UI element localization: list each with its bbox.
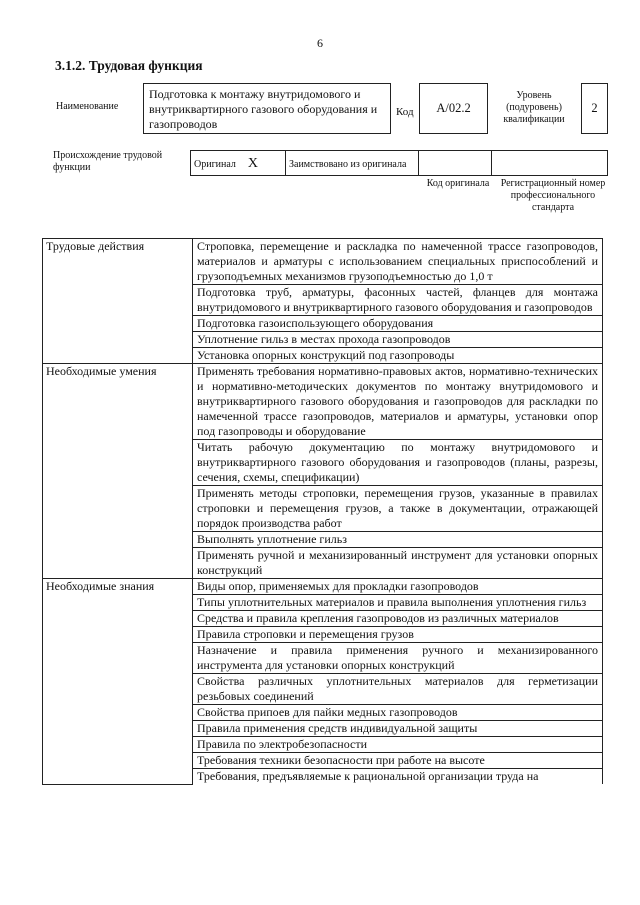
- section-item: Требования, предъявляемые к рациональной организации труда на: [193, 769, 603, 785]
- origin-reg-cell: [492, 151, 608, 176]
- origin-original-cell: [191, 151, 286, 176]
- section-item: Читать рабочую документацию по монтажу внутридомового и внутриквартирного газового оборудования и газопроводов (планы, разрезы, сечения, схемы, спецификации): [193, 440, 603, 486]
- function-name-box: Подготовка к монтажу внутридомового и внутриквартирного газового оборудования и газопроводов: [143, 83, 391, 134]
- section-item: Установка опорных конструкций под газопроводы: [193, 348, 603, 364]
- section-item: Применять ручной и механизированный инструмент для установки опорных конструкций: [193, 548, 603, 579]
- original-mark: X: [247, 156, 259, 171]
- section-item: Подготовка труб, арматуры, фасонных частей, фланцев для монтажа внутридомового и внутриквартирного газового оборудования и газопроводов: [193, 285, 603, 316]
- section-item: Средства и правила крепления газопроводов из различных материалов: [193, 611, 603, 627]
- section-item: Уплотнение гильз в местах прохода газопроводов: [193, 332, 603, 348]
- section-item: Требования техники безопасности при работе на высоте: [193, 753, 603, 769]
- origin-label: Происхождение трудовой функции: [53, 150, 163, 173]
- section-item: Правила по электробезопасности: [193, 737, 603, 753]
- section-title-cell: Трудовые действия: [43, 239, 193, 364]
- section-item: Применять методы строповки, перемещения грузов, указанные в правилах строповки и перемещения грузов, а также в документации, отражающей порядок производства работ: [193, 486, 603, 532]
- section-item: Свойства припоев для пайки медных газопроводов: [193, 705, 603, 721]
- section-item: Назначение и правила применения ручного и механизированного инструмента для установки опорных конструкций: [193, 643, 603, 674]
- section-item: Правила строповки и перемещения грузов: [193, 627, 603, 643]
- code-value-box: А/02.2: [419, 83, 488, 134]
- table-row: [43, 239, 603, 285]
- qualification-level-label: Уровень (подуровень) квалификации: [503, 90, 565, 125]
- origin-code-cell: [419, 151, 492, 176]
- section-title-cell: Необходимые умения: [43, 364, 193, 579]
- section-item: Подготовка газоиспользующего оборудования: [193, 316, 603, 332]
- section-item: Выполнять уплотнение гильз: [193, 532, 603, 548]
- section-item: Типы уплотнительных материалов и правила выполнения уплотнения гильз: [193, 595, 603, 611]
- section-item: Применять требования нормативно-правовых актов, нормативно-технических и нормативно-методических документов по монтажу внутридомового и внутриквартирного газового оборудования и газопроводов для раскладки по намеченной трассе газопроводов, материалов и арматуры, установки опор под газопроводы и оборудование: [193, 364, 603, 440]
- origin-borrowed-cell: [286, 151, 419, 176]
- section-title-cell: Необходимые знания: [43, 579, 193, 785]
- section-item: Строповка, перемещение и раскладка по намеченной трассе газопроводов, материалов и арматуры с использованием специальных приспособлений и грузоподъемных механизмов грузоподъемностью до 1,0 т: [193, 239, 603, 285]
- page-number: 6: [317, 36, 323, 50]
- reg-number-caption: Регистрационный номер профессионального стандарта: [500, 178, 606, 213]
- qualification-level-box: 2: [581, 83, 608, 134]
- section-item: Свойства различных уплотнительных материалов для герметизации резьбовых соединений: [193, 674, 603, 705]
- origin-table: [190, 150, 608, 176]
- original-label: Оригинал: [194, 159, 236, 170]
- name-label: Наименование: [56, 101, 119, 112]
- function-details-table: [42, 238, 603, 785]
- section-item: Правила применения средств индивидуальной защиты: [193, 721, 603, 737]
- section-title: 3.1.2. Трудовая функция: [55, 58, 203, 73]
- borrowed-label: Заимствовано из оригинала: [289, 159, 407, 170]
- code-label: Код: [396, 106, 414, 118]
- original-code-caption: Код оригинала: [426, 178, 490, 189]
- table-row: [43, 579, 603, 595]
- section-item: Виды опор, применяемых для прокладки газопроводов: [193, 579, 603, 595]
- table-row: [43, 364, 603, 440]
